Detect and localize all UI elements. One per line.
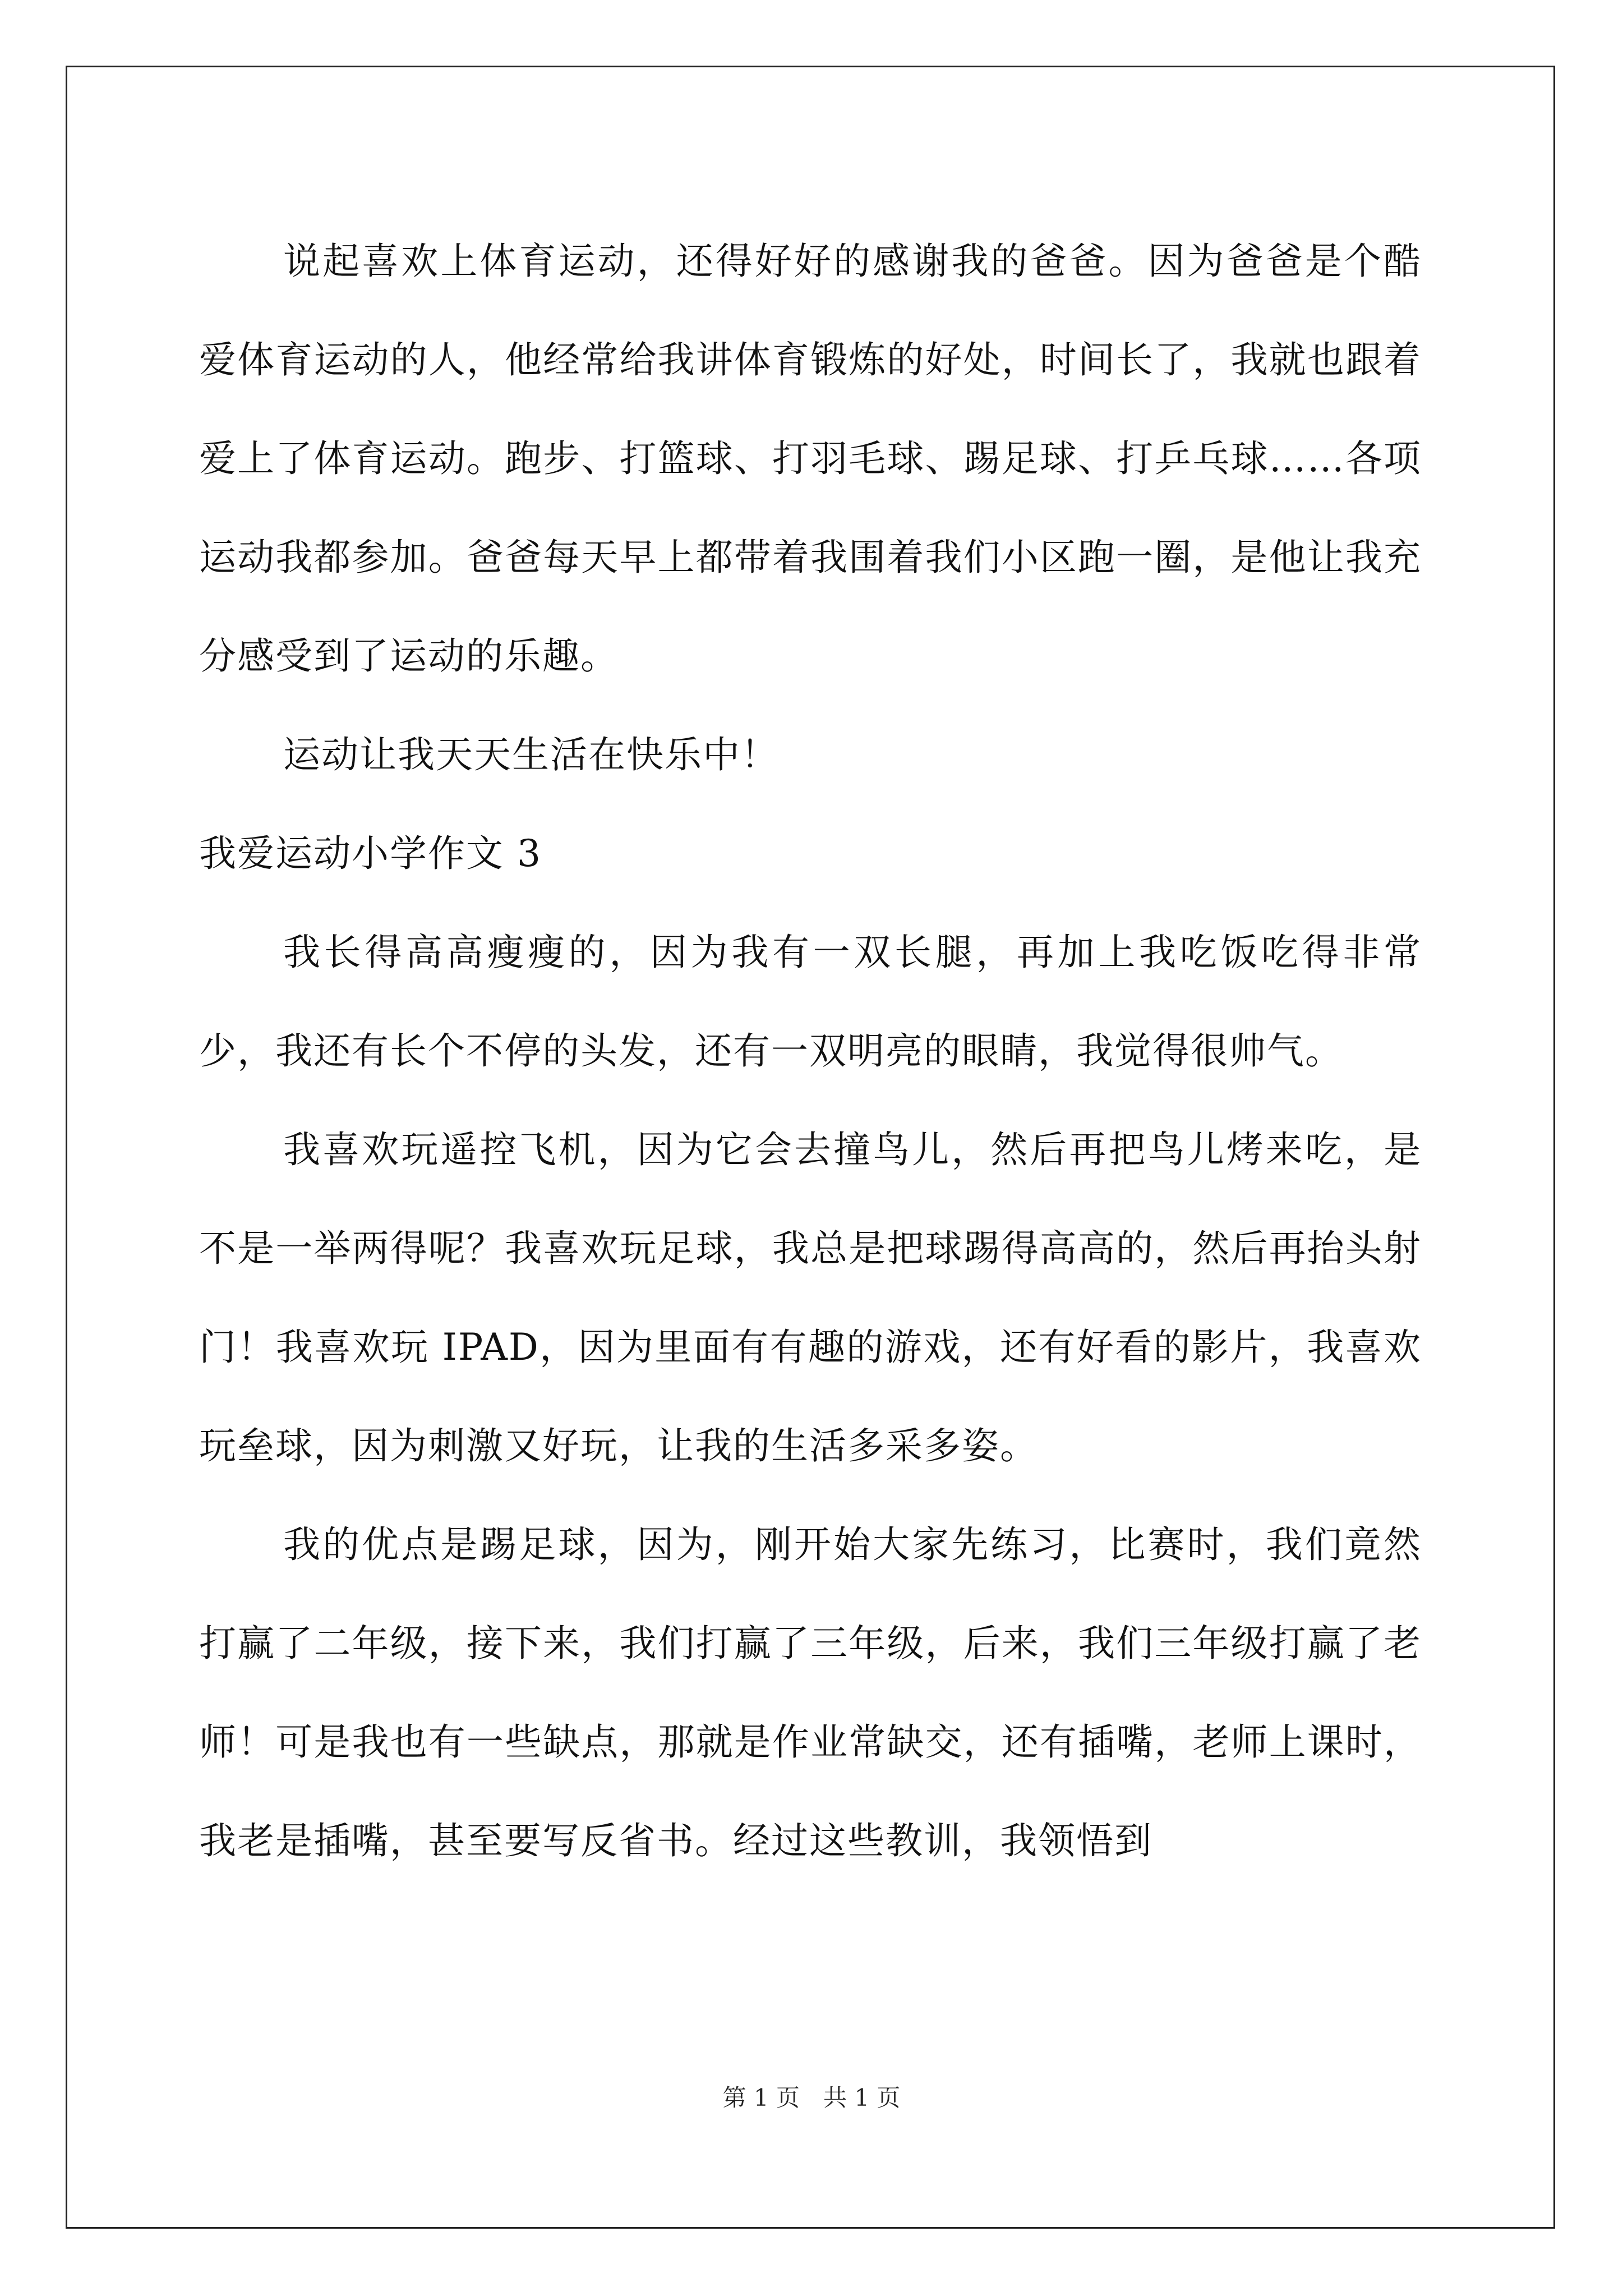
paragraph: 我长得高高瘦瘦的，因为我有一双长腿，再加上我吃饭吃得非常少，我还有长个不停的头发，还有一双明亮的眼睛，我觉得很帅气。 <box>199 931 1422 1073</box>
paragraph: 我的优点是踢足球，因为，刚开始大家先练习，比赛时，我们竟然打赢了二年级，接下来，我们打赢了三年级，后来，我们三年级打赢了老师！可是我也有一些缺点，那就是作业常缺交，还有插嘴，老师上课时，我老是插嘴，甚至要写反省书。经过这些教训，我领悟到 <box>199 1523 1422 1862</box>
paragraph: 我喜欢玩遥控飞机，因为它会去撞鸟儿，然后再把鸟儿烤来吃，是不是一举两得呢？我喜欢玩足球，我总是把球踢得高高的，然后再抬头射门！我喜欢玩 IPAD，因为里面有有趣的游戏，还有好看的影片，我喜欢玩垒球，因为刺激又好玩，让我的生活多采多姿。 <box>199 1128 1422 1467</box>
document-body <box>199 212 1422 1890</box>
essay-heading: 我爱运动小学作文 3 <box>199 832 542 875</box>
paragraph: 运动让我天天生活在快乐中！ <box>283 733 779 776</box>
paragraph: 说起喜欢上体育运动，还得好好的感谢我的爸爸。因为爸爸是个酷爱体育运动的人，他经常给我讲体育锻炼的好处，时间长了，我就也跟着爱上了体育运动。跑步、打篮球、打羽毛球、踢足球、打乒乓球……各项运动我都参加。爸爸每天早上都带着我围着我们小区跑一圈，是他让我充分感受到了运动的乐趣。 <box>199 240 1422 678</box>
page-footer: 第 1 页 共 1 页 <box>722 2084 901 2111</box>
